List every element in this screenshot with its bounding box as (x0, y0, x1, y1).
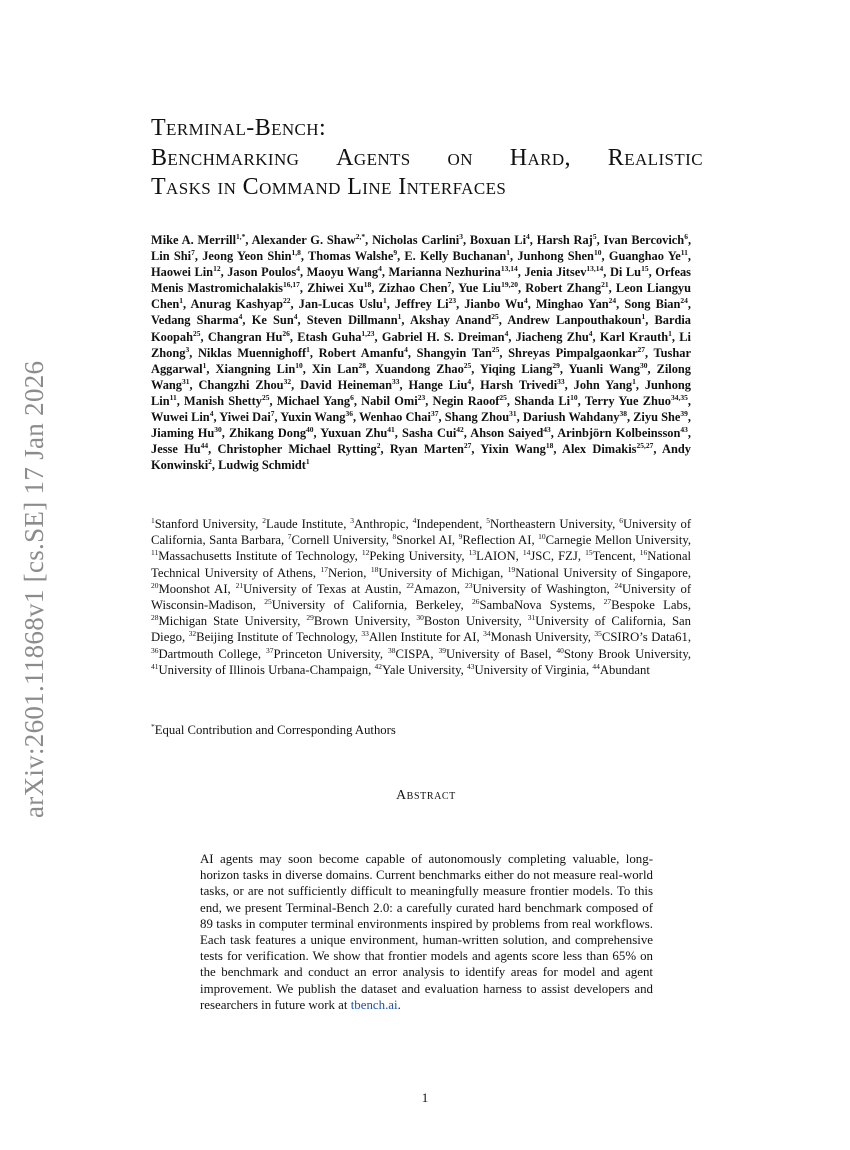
author-affiliation-marker: 1 (641, 312, 646, 322)
author-affiliation-marker: 9 (393, 248, 398, 258)
affiliation-number: 42 (374, 661, 382, 671)
affiliation-name: National Technical University of Athens (151, 549, 691, 580)
affiliation-name: Allen Institute for AI (368, 630, 477, 645)
author-affiliation-marker: 11 (680, 248, 688, 258)
author-affiliation-marker: 1 (668, 328, 672, 338)
affiliation-number: 43 (466, 661, 475, 671)
author-name: Michael Yang (276, 393, 351, 408)
affiliation-name: Tencent (592, 549, 633, 564)
author-name: E. Kelly Buchanan (404, 249, 507, 264)
affiliation-number: 2 (262, 516, 266, 525)
affiliation-number: 12 (361, 548, 370, 558)
author-name: Lin Shi (151, 249, 192, 264)
author-name: Vedang Sharma (151, 313, 239, 328)
affiliation-name: Stony Brook University (563, 646, 688, 661)
affiliation-name: University of Illinois Urbana-Champaign (158, 662, 369, 677)
author-affiliation-marker: 34,35 (671, 392, 688, 402)
author-affiliation-marker: 23 (448, 296, 457, 306)
author-affiliation-marker: 44 (200, 441, 209, 451)
author-name: Jason Poulos (227, 265, 297, 280)
author-affiliation-marker: 13,14 (586, 264, 604, 274)
author-name: Haowei Lin (151, 265, 214, 280)
title-word: Realistic (607, 144, 703, 171)
affiliation-number: 16 (639, 548, 648, 558)
affiliation-name: Amazon (413, 581, 457, 596)
author-name: Ahson Saiyed (470, 426, 544, 441)
author-affiliation-marker: 39 (680, 409, 688, 419)
author-affiliation-marker: 10 (570, 392, 578, 402)
author-name: Yuanli Wang (568, 361, 640, 376)
equal-contribution-note (151, 722, 691, 738)
author-affiliation-marker: 26 (282, 328, 290, 338)
affiliation-name: Independent (416, 517, 480, 531)
arxiv-identifier-stamp (3, 292, 63, 818)
tbench-link[interactable]: tbench.ai (350, 997, 398, 1012)
author-affiliation-marker: 32 (283, 376, 292, 386)
author-affiliation-marker: 4 (293, 312, 298, 322)
affiliation-number: 39 (438, 645, 446, 655)
author-name: Negin Raoof (432, 393, 500, 408)
affiliation-name: University of California, Santa Barbara (151, 517, 692, 548)
author-affiliation-marker: 7 (447, 280, 452, 290)
author-name: Robert Amanfu (318, 345, 405, 360)
affiliation-number: 37 (266, 645, 274, 655)
title-line-1: Terminal-Bench: (151, 115, 327, 141)
affiliation-number: 7 (287, 532, 292, 542)
author-affiliation-marker: 25 (261, 392, 270, 402)
author-affiliation-marker: 27 (463, 441, 472, 451)
author-affiliation-marker: 19,20 (501, 280, 518, 290)
author-affiliation-marker: 5 (592, 232, 597, 241)
author-name: Guanghao Ye (608, 249, 681, 264)
affiliation-number: 6 (619, 516, 623, 525)
author-affiliation-marker: 1 (506, 248, 510, 258)
affiliation-number: 22 (406, 580, 414, 590)
author-affiliation-marker: 29 (552, 360, 560, 370)
affiliation-name: Stanford University (154, 517, 256, 531)
affiliation-name: University of Washington (472, 581, 607, 596)
author-affiliation-marker: 2 (208, 457, 212, 467)
equal-contribution-text: Equal Contribution and Corresponding Authors (154, 723, 396, 737)
affiliation-name: Dartmouth College (158, 646, 258, 661)
affiliation-name: Peking University (369, 549, 462, 564)
affiliation-number: 29 (306, 613, 314, 623)
author-affiliation-marker: 1 (179, 296, 183, 306)
author-name: Shang Zhou (444, 410, 510, 425)
title-line-2 (151, 144, 703, 174)
author-affiliation-marker: 25,27 (636, 441, 654, 451)
author-name: Jeffrey Li (394, 297, 449, 312)
author-name: Alex Dimakis (562, 442, 637, 457)
author-name: Wenhao Chai (358, 410, 431, 425)
author-name: Junhong Shen (517, 249, 594, 264)
title-line-3: Tasks in Command Line Interfaces (151, 174, 507, 200)
author-affiliation-marker: 36 (345, 409, 353, 419)
author-affiliation-marker: 31 (509, 409, 517, 419)
author-name: Nabil Omi (361, 393, 418, 408)
arxiv-identifier-text: arXiv:2601.11868v1 [cs.SE] 17 Jan 2026 (19, 360, 49, 818)
author-affiliation-marker: 4 (526, 232, 530, 241)
author-affiliation-marker: 25 (491, 312, 499, 322)
author-affiliation-marker: 1 (382, 296, 387, 306)
author-name: Jenia Jitsev (524, 265, 587, 280)
affiliation-name: University of Basel (445, 646, 549, 661)
affiliation-name: University of Michigan (378, 565, 501, 580)
affiliation-name: National University of Singapore (515, 565, 688, 580)
affiliation-number: 21 (235, 580, 244, 590)
author-affiliation-marker: 1 (397, 312, 402, 322)
affiliation-name: Beijing Institute of Technology (196, 630, 355, 645)
affiliation-number: 28 (151, 613, 159, 623)
author-affiliation-marker: 22 (283, 296, 291, 306)
author-affiliation-marker: 12 (213, 264, 221, 274)
author-affiliation-marker: 27 (637, 344, 645, 354)
affiliation-number: 41 (151, 661, 159, 671)
affiliation-name: Cornell University (291, 533, 386, 548)
affiliation-number: 18 (370, 564, 379, 574)
author-name: Jiaming Hu (151, 426, 215, 441)
author-list: Mike A. Merrill$^{1,*}$, Alexander G. Shaw$^{2,*}$, Nicholas Carlini$^3$, Boxuan Li$^4$, Harsh Raj$^5$, Ivan Bercovich$^6$, Lin Shi$^7$, Jeong Yeon Shin$^{1,8}$, Thomas Walshe$^9$, E. Kelly Buchanan$^1$, Junhong Shen$^{10}$, Guanghao Ye$^{11}$, Haowei Lin$^{12}$, Jason Poulos$^4$, Maoyu Wang$^4$, Marianna Nezhurina$^{13,14}$, Jenia Jitsev$^{13,14}$, Di Lu$^{15}$, Orfeas Menis Mastromichalakis$^{16,17}$, Zhiwei Xu$^{18}$, Zizhao Chen$^7$, Yue Liu$^{19,20}$, Robert Zhang$^{21}$, Leon Liangyu Chen$^1$, Anurag Kashyap$^{22}$, Jan-Lucas Uslu$^1$, Jeffrey Li$^{23}$, Jianbo Wu$^4$, Minghao Yan$^{24}$, Song Bian$^{24}$, Vedang Sharma$^4$, Ke Sun$^4$, Steven Dillmann$^1$, Akshay Anand$^{25}$, Andrew Lanpouthakoun$^1$, Bardia Koopah$^{25}$, Changran Hu$^{26}$, Etash Guha$^{1,23}$, Gabriel H. S. Dreiman$^4$, Jiacheng Zhu$^4$, Karl Krauth$^1$, Li Zhong$^3$, Niklas Muennighoff$^1$, Robert Amanfu$^4$, Shangyin Tan$^{25}$, Shreyas Pimpalgaonkar$^{27}$, Tushar Aggarwal$^1$, Xiangning Lin$^{10}$, Xin Lan$^{28}$, Xuandong Zhao$^{25}$, Yiqing Liang$^{29}$, Yuanli Wang$^{30}$, Zilong Wang$^{31}$, Changzhi Zhou$^{32}$, David Heineman$^{33}$, Hange Liu$^4$, Harsh Trivedi$^{33}$, John Yang$^1$, Junhong Lin$^{11}$, Manish Shetty$^{25}$, Michael Yang$^6$, Nabil Omi$^{23}$, Negin Raoof$^{25}$, Shanda Li$^{10}$, Terry Yue Zhuo$^{34,35}$, Wuwei Lin$^4$, Yiwei Dai$^7$, Yuxin Wang$^{36}$, Wenhao Chai$^{37}$, Shang Zhou$^{31}$, Dariush Wahdany$^{38}$, Ziyu She$^{39}$, Jiaming Hu$^{30}$, Zhikang Dong$^{40}$, Yuxuan Zhu$^{41}$, Sasha Cui$^{42}$, Ahson Saiyed$^{43}$, Arinbjörn Kolbeinsson$^{43}$, Jesse Hu$^{44}$, Christopher Michael Rytting$^2$, Ryan Marten$^{27}$, Yixin Wang$^{18}$, Alex Dimakis$^{25,27}$, Andy Konwinski$^2$, Ludwig Schmidt$^1$ (151, 232, 692, 473)
affiliation-number: 20 (151, 580, 159, 590)
author-affiliation-marker: 18 (363, 280, 372, 290)
affiliation-number: 23 (464, 580, 473, 590)
affiliation-name: Michigan State University (158, 614, 298, 629)
author-affiliation-marker: 24 (608, 296, 617, 306)
author-affiliation-marker: 41 (387, 425, 395, 435)
author-name: Arinbjörn Kolbeinsson (557, 426, 681, 441)
affiliation-name: Boston University (423, 614, 519, 629)
affiliation-name: University of California, San Diego (151, 614, 692, 645)
author-affiliation-marker: 10 (295, 360, 303, 370)
author-name: Yixin Wang (480, 442, 546, 457)
author-name: Karl Krauth (599, 329, 669, 344)
affiliation-number: 44 (592, 661, 600, 671)
author-name: Orfeas Menis Mastromichalakis (151, 265, 691, 296)
affiliation-name: LAION (476, 549, 516, 564)
affiliation-number: 11 (151, 548, 159, 558)
author-affiliation-marker: 11 (169, 392, 177, 402)
affiliation-number: 8 (392, 532, 397, 542)
author-affiliation-marker: 1 (632, 376, 636, 386)
author-name: Sasha Cui (401, 426, 457, 441)
author-affiliation-marker: 25 (463, 360, 472, 370)
author-affiliation-marker: 31 (182, 376, 190, 386)
author-affiliation-marker: 4 (209, 409, 214, 419)
author-affiliation-marker: 38 (619, 409, 627, 419)
affiliation-number: 17 (320, 564, 329, 574)
affiliation-number: 13 (468, 548, 477, 558)
author-name: Harsh Trivedi (480, 377, 558, 392)
title-word: on (447, 144, 473, 171)
author-affiliation-marker: 1,8 (291, 248, 301, 258)
author-affiliation-marker: 1,* (236, 232, 246, 241)
affiliation-name: CSIRO’s Data61 (601, 630, 688, 645)
author-affiliation-marker: 25 (499, 392, 507, 402)
affiliation-name: JSC, FZJ (530, 549, 578, 564)
affiliation-name: Laude Institute (265, 517, 344, 531)
abstract-text: AI agents may soon become capable of autonomously completing valuable, long-horizon tasks in diverse domains. Current benchmarks either do not measure real-world tasks, or are not sufficiently difficult to meaningfully measure frontier models. To this end, we present Terminal-Bench 2.0: a carefully curated hard benchmark composed of 89 tasks in computer terminal environments inspired by problems from real workflows. Each task features a unique environment, human-written solution, and comprehensive tests for verification. We show that frontier models and agents score less than 65% on the benchmark and conduct an error analysis to identify areas for model and agent improvement. We publish the dataset and evaluation harness to assist developers and researchers in future work at (200, 852, 653, 1012)
affiliation-number: 1 (151, 516, 155, 525)
author-affiliation-marker: 4 (523, 296, 528, 306)
author-affiliation-marker: 4 (296, 264, 300, 274)
author-name: Nicholas Carlini (372, 233, 460, 247)
affiliation-number: 14 (522, 548, 531, 558)
author-name: Maoyu Wang (306, 265, 379, 280)
affiliation-name: Snorkel AI (396, 533, 452, 548)
author-name: Xin Lan (311, 361, 359, 376)
author-name: Andy Konwinski (151, 442, 691, 473)
footnote-mark: * (151, 722, 155, 731)
author-name: Zizhao Chen (378, 281, 448, 296)
author-name: Harsh Raj (536, 233, 593, 247)
author-affiliation-marker: 6 (350, 392, 354, 402)
affiliation-number: 9 (458, 532, 463, 542)
affiliation-name: Princeton University (273, 646, 380, 661)
author-name: Steven Dillmann (306, 313, 398, 328)
affiliation-name: SambaNova Systems (479, 598, 593, 613)
author-affiliation-marker: 21 (601, 280, 609, 290)
author-name: Robert Zhang (525, 281, 602, 296)
title-word: Hard, (509, 144, 571, 171)
affiliation-name: Bespoke Labs (611, 598, 688, 613)
affiliation-number: 40 (556, 645, 564, 655)
affiliation-number: 25 (264, 597, 272, 607)
affiliation-number: 24 (614, 580, 623, 590)
author-affiliation-marker: 4 (238, 312, 243, 322)
affiliation-name: University of Texas at Austin (243, 581, 399, 596)
page-number: 1 (421, 1090, 429, 1105)
author-affiliation-marker: 42 (456, 425, 464, 435)
affiliation-name: University of Wisconsin-Madison (151, 581, 692, 613)
author-affiliation-marker: 25 (193, 328, 201, 338)
abstract-heading: Abstract (396, 787, 456, 802)
author-affiliation-marker: 25 (491, 344, 500, 354)
author-affiliation-marker: 2,* (355, 232, 366, 241)
author-affiliation-marker: 18 (545, 441, 554, 451)
author-name: Etash Guha (297, 329, 362, 344)
author-affiliation-marker: 24 (680, 296, 688, 306)
author-name: Ke Sun (251, 313, 294, 328)
author-affiliation-marker: 30 (639, 360, 648, 370)
author-name: Alexander G. Shaw (251, 233, 356, 247)
affiliation-name: Massachusetts Institute of Technology (158, 549, 355, 564)
author-name: David Heineman (300, 377, 392, 392)
author-name: Zhiwei Xu (307, 281, 364, 296)
author-name: Leon Liangyu Chen (151, 281, 692, 312)
affiliation-number: 35 (594, 629, 602, 639)
affiliation-number: 19 (507, 564, 516, 574)
affiliation-number: 38 (388, 645, 396, 655)
author-name: Zilong Wang (151, 361, 691, 392)
affiliation-name: University of California, Berkeley (271, 598, 461, 613)
author-affiliation-marker: 7 (191, 248, 195, 258)
abstract-body (200, 851, 653, 1013)
author-name: Yiwei Dai (219, 410, 271, 425)
affiliation-name: Abundant (599, 662, 650, 677)
author-name: Xiangning Lin (215, 361, 296, 376)
author-name: Jesse Hu (151, 442, 201, 457)
author-name: Andrew Lanpouthakoun (507, 313, 642, 328)
author-name: Jeong Yeon Shin (202, 249, 292, 264)
affiliation-name: Moonshot AI (158, 581, 228, 596)
author-affiliation-marker: 4 (378, 264, 382, 274)
author-affiliation-marker: 1 (305, 457, 310, 467)
title-word: Benchmarking (151, 144, 300, 171)
affiliation-name: CISPA (395, 646, 431, 661)
author-name: Wuwei Lin (151, 410, 210, 425)
author-affiliation-marker: 13,14 (500, 264, 518, 274)
author-name: Changzhi Zhou (198, 377, 284, 392)
affiliation-number: 30 (416, 613, 424, 623)
author-name: Changran Hu (207, 329, 283, 344)
author-name: Shangyin Tan (416, 345, 492, 360)
author-name: Yiqing Liang (479, 361, 553, 376)
affiliation-number: 10 (538, 532, 546, 542)
author-name: John Yang (573, 377, 633, 392)
affiliation-name: Nerion (328, 565, 364, 580)
author-affiliation-marker: 4 (467, 376, 472, 386)
affiliation-number: 4 (412, 516, 417, 525)
affiliation-number: 27 (603, 597, 612, 607)
author-name: Mike A. Merrill (151, 233, 237, 247)
author-name: Niklas Muennighoff (197, 345, 307, 360)
author-affiliation-marker: 3 (185, 344, 190, 354)
author-affiliation-marker: 10 (593, 248, 602, 258)
author-affiliation-marker: 1,23 (361, 328, 375, 338)
affiliation-number: 31 (527, 613, 536, 623)
author-affiliation-marker: 43 (680, 425, 688, 435)
affiliation-name: Monash University (490, 630, 588, 645)
author-name: Ryan Marten (389, 442, 464, 457)
author-name: Marianna Nezhurina (388, 265, 501, 280)
author-affiliation-marker: 33 (557, 376, 565, 386)
author-name: Jan-Lucas Uslu (298, 297, 383, 312)
author-affiliation-marker: 15 (641, 264, 649, 274)
author-name: Di Lu (609, 265, 642, 280)
author-name: Shreyas Pimpalgaonkar (508, 345, 638, 360)
author-name: Shanda Li (514, 393, 571, 408)
author-affiliation-marker: 16,17 (283, 280, 300, 290)
affiliation-number: 34 (483, 629, 491, 639)
author-affiliation-marker: 37 (430, 409, 439, 419)
author-affiliation-marker: 40 (306, 425, 314, 435)
author-name: Hange Liu (408, 377, 468, 392)
author-name: Thomas Walshe (308, 249, 394, 264)
author-affiliation-marker: 33 (392, 376, 400, 386)
author-name: Ludwig Schmidt (218, 458, 306, 473)
author-name: Dariush Wahdany (522, 410, 620, 425)
author-affiliation-marker: 4 (588, 328, 593, 338)
author-affiliation-marker: 1 (202, 360, 207, 370)
affiliation-name: Carnegie Mellon University (545, 533, 688, 548)
author-name: Li Zhong (151, 329, 691, 360)
affiliation-number: 33 (361, 629, 369, 639)
affiliation-name: Anthropic (354, 517, 406, 531)
abstract-end: . (397, 997, 401, 1012)
author-name: Zhikang Dong (228, 426, 307, 441)
author-name: Akshay Anand (410, 313, 492, 328)
title-word: Agents (336, 144, 411, 171)
author-name: Ziyu She (633, 410, 681, 425)
author-name: Terry Yue Zhuo (584, 393, 671, 408)
author-name: Ivan Bercovich (603, 233, 685, 247)
author-name: Boxuan Li (469, 233, 527, 247)
author-affiliation-marker: 1 (306, 344, 310, 354)
affiliation-name: Brown University (313, 614, 408, 629)
author-name: Tushar Aggarwal (151, 345, 691, 376)
author-name: Junhong Lin (151, 377, 691, 408)
affiliation-number: 36 (151, 645, 159, 655)
author-name: Yue Liu (458, 281, 502, 296)
author-name: Jiacheng Zhu (515, 329, 589, 344)
affiliation-name: Yale University (382, 662, 461, 677)
author-name: Yuxuan Zhu (320, 426, 388, 441)
author-name: Yuxin Wang (280, 410, 346, 425)
author-name: Anurag Kashyap (190, 297, 283, 312)
author-affiliation-marker: 4 (404, 344, 408, 354)
author-name: Bardia Koopah (151, 313, 691, 344)
author-affiliation-marker: 6 (684, 232, 688, 241)
affiliation-number: 5 (486, 516, 490, 525)
author-name: Christopher Michael Rytting (217, 442, 377, 457)
affiliation-number: 32 (188, 629, 197, 639)
affiliation-number: 15 (585, 548, 593, 558)
author-name: Gabriel H. S. Dreiman (381, 329, 505, 344)
affiliation-name: Northeastern University (489, 517, 613, 531)
author-name: Song Bian (624, 297, 681, 312)
author-affiliation-marker: 23 (417, 392, 426, 402)
affiliation-number: 26 (471, 597, 480, 607)
affiliation-list: $^1$Stanford University, $^2$Laude Institute, $^3$Anthropic, $^4$Independent, $^5$Northeastern University, $^6$University of California, Santa Barbara, $^7$Cornell University, $^8$Snorkel AI, $^9$Reflection AI, $^{10}$Carnegie Mellon University, $^{11}$Massachusetts Institute of Technology, $^{12}$Peking University, $^{13}$LAION, $^{14}$JSC, FZJ, $^{15}$Tencent, $^{16}$National Technical University of Athens, $^{17}$Nerion, $^{18}$University of Michigan, $^{19}$National University of Singapore, $^{20}$Moonshot AI, $^{21}$University of Texas at Austin, $^{22}$Amazon, $^{23}$University of Washington, $^{24}$University of Wisconsin-Madison, $^{25}$University of California, Berkeley, $^{26}$SambaNova Systems, $^{27}$Bespoke Labs, $^{28}$Michigan State University, $^{29}$Brown University, $^{30}$Boston University, $^{31}$University of California, San Diego, $^{32}$Beijing Institute of Technology, $^{33}$Allen Institute for AI, $^{34}$Monash University, $^{35}$CSIRO’s Data61, $^{36}$Dartmouth College, $^{37}$Princeton University, $^{38}$CISPA, $^{39}$University of Basel, $^{40}$Stony Brook University, $^{41}$University of Illinois Urbana-Champaign, $^{42}$Yale University, $^{43}$University of Virginia, $^{44}$Abundant (151, 516, 692, 677)
affiliation-name: Reflection AI (462, 533, 532, 548)
author-affiliation-marker: 4 (504, 328, 509, 338)
affiliation-number: 3 (350, 516, 355, 525)
author-name: Jianbo Wu (464, 297, 524, 312)
author-affiliation-marker: 3 (459, 232, 463, 241)
paper-title (151, 114, 703, 203)
author-name: Minghao Yan (535, 297, 609, 312)
author-name: Xuandong Zhao (375, 361, 464, 376)
author-affiliation-marker: 28 (358, 360, 366, 370)
affiliation-name: University of Virginia (474, 662, 586, 677)
author-name: Manish Shetty (184, 393, 262, 408)
author-affiliation-marker: 30 (214, 425, 222, 435)
author-affiliation-marker: 43 (543, 425, 551, 435)
author-affiliation-marker: 7 (270, 409, 275, 419)
author-affiliation-marker: 2 (376, 441, 381, 451)
